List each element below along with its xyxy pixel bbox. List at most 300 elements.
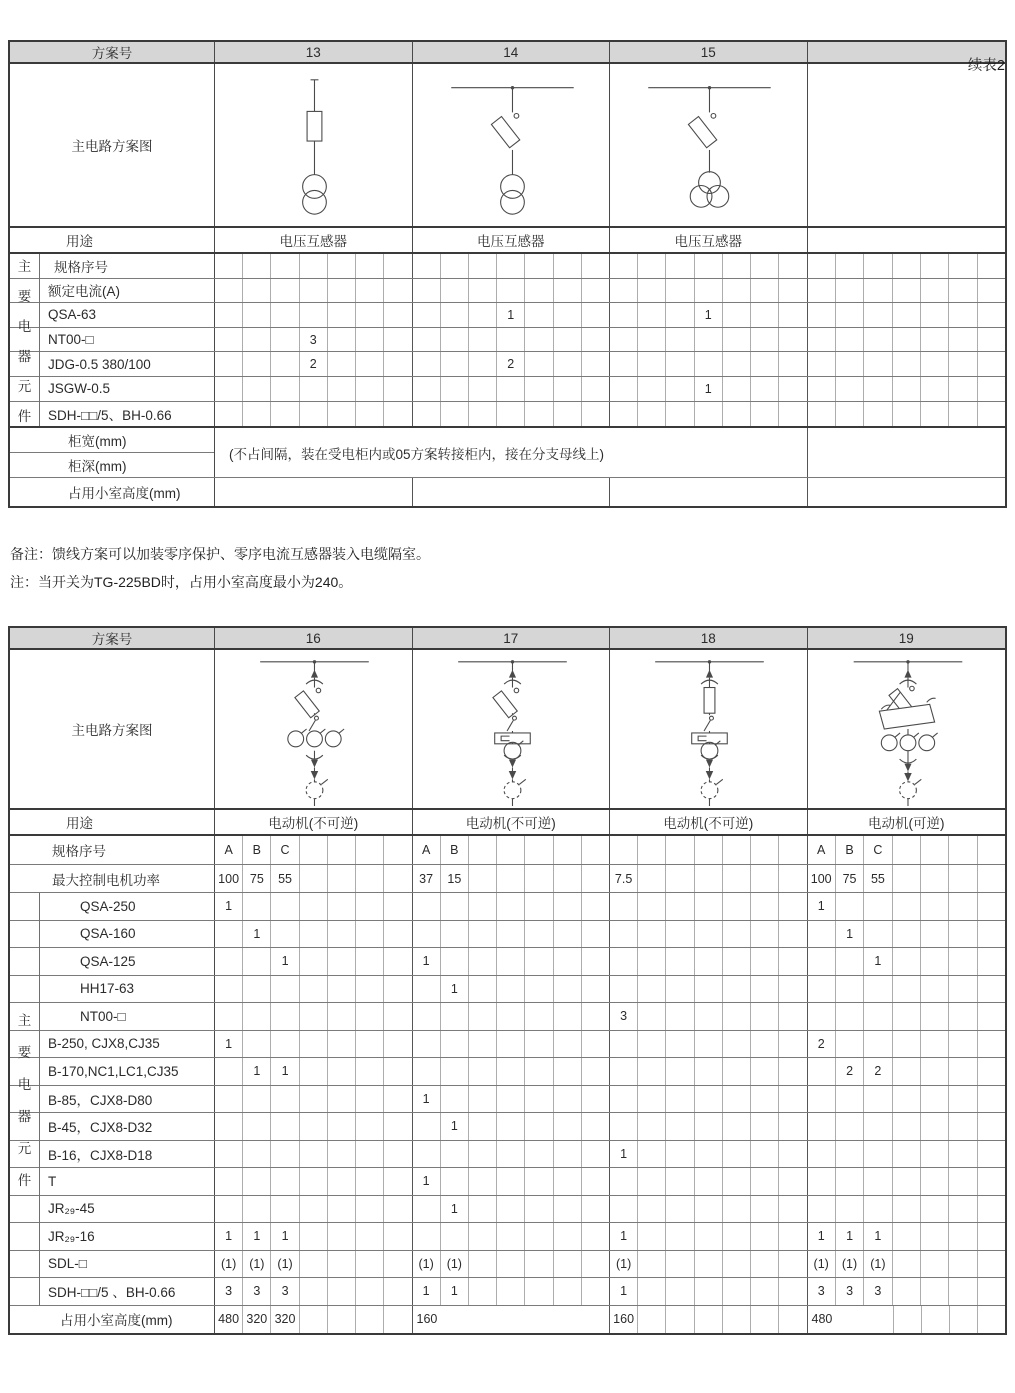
grid-cell	[469, 948, 497, 975]
grid-cell	[921, 328, 949, 352]
grid-cell	[949, 836, 977, 864]
grid-cell	[610, 402, 638, 427]
grid-cell	[751, 254, 779, 278]
grid-cell	[893, 279, 921, 303]
grid-cell	[779, 976, 806, 1003]
grid-cell	[469, 328, 497, 352]
row-label: JDG-0.5 380/100	[10, 352, 215, 376]
grid-cell	[328, 1031, 356, 1058]
grid-cell	[949, 1058, 977, 1085]
grid-cell	[666, 1196, 694, 1223]
grid-cell: 55	[864, 865, 892, 892]
scheme-column	[215, 1141, 413, 1168]
grid-cell	[638, 1168, 666, 1195]
grid-cell	[554, 1141, 582, 1168]
grid-cell	[300, 893, 328, 920]
row-label: NT00-□	[10, 328, 215, 352]
grid-cell	[554, 377, 582, 401]
grid-cell	[723, 1141, 751, 1168]
grid-cell	[751, 402, 779, 427]
scheme-column	[610, 836, 808, 864]
grid-cell	[751, 1113, 779, 1140]
grid-cell	[808, 377, 836, 401]
grid-cell	[525, 1086, 553, 1113]
grid-cell	[300, 1058, 328, 1085]
scheme-column	[215, 865, 413, 892]
scheme-column	[413, 1003, 611, 1030]
height-cell	[638, 1306, 666, 1333]
grid-cell	[469, 1058, 497, 1085]
grid-cell	[666, 1031, 694, 1058]
grid-cell	[751, 1196, 779, 1223]
scheme-column	[808, 1196, 1006, 1223]
grid-cell	[469, 836, 497, 864]
grid-cell	[723, 1278, 751, 1305]
row-label: 规格序号	[10, 836, 215, 864]
grid-cell: 100	[808, 865, 836, 892]
grid-cell	[723, 948, 751, 975]
grid-cell	[638, 1141, 666, 1168]
grid-cell	[554, 1113, 582, 1140]
grid-cell	[893, 1278, 921, 1305]
grid-row	[10, 1168, 1005, 1196]
grid-cell	[441, 303, 469, 327]
grid-cell	[893, 402, 921, 427]
grid-cell	[582, 1278, 609, 1305]
scheme-column	[413, 921, 611, 948]
grid-cell	[836, 893, 864, 920]
grid-cell	[215, 377, 243, 401]
grid-cell	[243, 948, 271, 975]
grid-cell	[836, 1031, 864, 1058]
grid-cell	[949, 948, 977, 975]
grid-cell	[949, 402, 977, 427]
grid-cell	[497, 1003, 525, 1030]
grid-row	[10, 1251, 1005, 1279]
row-label: 额定电流(A)	[10, 279, 215, 303]
grid-cell	[978, 377, 1005, 401]
grid-cell	[751, 948, 779, 975]
grid-cell: (1)	[836, 1251, 864, 1278]
grid-cell	[582, 402, 609, 427]
vertical-label-char: 器	[17, 349, 32, 365]
grid-cell: 1	[610, 1278, 638, 1305]
usage-cell: 电动机(不可逆)	[413, 810, 611, 834]
grid-cell	[441, 893, 469, 920]
grid-cell	[836, 377, 864, 401]
empty-diagram-cell	[808, 64, 1006, 226]
grid-cell	[271, 976, 299, 1003]
grid-cell	[356, 976, 384, 1003]
grid-cell	[525, 254, 553, 278]
grid-cell	[864, 377, 892, 401]
grid-cell	[695, 1141, 723, 1168]
grid-cell	[497, 1168, 525, 1195]
grid-cell	[638, 303, 666, 327]
grid-cell	[666, 893, 694, 920]
grid-cell	[893, 1113, 921, 1140]
circuit-diagram-13	[215, 64, 413, 226]
grid-cell: 1	[864, 1223, 892, 1250]
grid-cell: (1)	[441, 1251, 469, 1278]
grid-row	[10, 377, 1005, 402]
grid-cell	[356, 402, 384, 427]
grid-cell	[384, 1251, 411, 1278]
grid-cell	[328, 893, 356, 920]
diagram-row-label: 主电路方案图	[10, 650, 215, 808]
grid-cell	[638, 254, 666, 278]
grid-cell	[328, 865, 356, 892]
scheme-row-label: 方案号	[10, 628, 215, 648]
scheme-number-row	[10, 628, 1005, 650]
grid-cell	[554, 279, 582, 303]
scheme-column	[808, 1278, 1006, 1305]
grid-cell	[328, 921, 356, 948]
grid-cell	[271, 1031, 299, 1058]
grid-cell	[695, 1251, 723, 1278]
grid-cell	[525, 893, 553, 920]
grid-cell	[949, 328, 977, 352]
grid-cell	[469, 1003, 497, 1030]
scheme-column	[413, 279, 611, 303]
scheme-number: 19	[898, 630, 914, 646]
grid-cell	[949, 254, 977, 278]
grid-cell	[779, 352, 806, 376]
grid-cell	[384, 1058, 411, 1085]
vertical-label-char: 电	[17, 1077, 32, 1093]
grid-cell	[949, 1168, 977, 1195]
grid-cell	[779, 1223, 806, 1250]
grid-cell	[582, 377, 609, 401]
grid-cell	[525, 836, 553, 864]
grid-cell	[610, 279, 638, 303]
grid-cell	[413, 279, 441, 303]
grid-cell	[695, 976, 723, 1003]
grid-cell	[525, 303, 553, 327]
grid-cell: 1	[497, 303, 525, 327]
scheme-column	[215, 303, 413, 327]
grid-cell	[356, 1168, 384, 1195]
scheme-column	[610, 352, 808, 376]
grid-cell	[441, 921, 469, 948]
grid-cell	[300, 1168, 328, 1195]
scheme-column	[610, 921, 808, 948]
grid-row	[10, 1196, 1005, 1224]
grid-cell	[582, 254, 609, 278]
scheme-column	[413, 328, 611, 352]
grid-cell	[356, 1031, 384, 1058]
grid-cell	[469, 303, 497, 327]
height-cell	[356, 1306, 384, 1333]
grid-cell: A	[413, 836, 441, 864]
grid-cell: (1)	[808, 1251, 836, 1278]
grid-cell	[384, 1086, 411, 1113]
grid-cell	[243, 1003, 271, 1030]
grid-cell	[949, 1278, 977, 1305]
grid-cell	[921, 893, 949, 920]
grid-cell	[921, 1278, 949, 1305]
scheme-column	[413, 1113, 611, 1140]
grid-cell: 100	[215, 865, 243, 892]
grid-cell: 1	[610, 1141, 638, 1168]
grid-row	[10, 303, 1005, 328]
grid-cell	[638, 1031, 666, 1058]
grid-cell	[695, 1278, 723, 1305]
grid-cell	[300, 1141, 328, 1168]
grid-cell	[893, 1003, 921, 1030]
height-cell: 320	[271, 1306, 299, 1333]
grid-cell	[271, 893, 299, 920]
grid-cell	[836, 1196, 864, 1223]
grid-cell: C	[271, 836, 299, 864]
grid-cell	[949, 377, 977, 401]
circuit-diagram-19	[808, 650, 1006, 808]
grid-cell	[921, 352, 949, 376]
grid-row	[10, 254, 1005, 279]
grid-cell: 75	[836, 865, 864, 892]
grid-cell	[921, 1058, 949, 1085]
grid-cell: (1)	[215, 1251, 243, 1278]
row-label: 规格序号	[10, 254, 215, 278]
vertical-label-char: 元	[17, 1141, 32, 1157]
grid-cell	[723, 1113, 751, 1140]
grid-cell	[441, 279, 469, 303]
row-label: B-170,NC1,LC1,CJ35	[10, 1058, 215, 1085]
grid-cell	[554, 1168, 582, 1195]
grid-cell	[413, 303, 441, 327]
grid-cell	[978, 254, 1005, 278]
grid-cell	[666, 1251, 694, 1278]
row-label: HH17-63	[10, 976, 215, 1003]
grid-cell	[921, 1031, 949, 1058]
grid-cell	[215, 1168, 243, 1195]
grid-cell	[300, 976, 328, 1003]
grid-cell	[751, 836, 779, 864]
grid-cell	[779, 1196, 806, 1223]
scheme-column	[413, 1058, 611, 1085]
grid-cell	[413, 254, 441, 278]
usage-row-label: 用途	[10, 228, 215, 252]
grid-cell	[836, 1168, 864, 1195]
vertical-label-char: 件	[17, 409, 32, 425]
grid-cell	[808, 402, 836, 427]
grid-cell	[413, 1031, 441, 1058]
grid-cell	[328, 402, 356, 427]
scheme-column	[413, 1223, 611, 1250]
grid-cell	[893, 328, 921, 352]
grid-cell	[384, 1031, 411, 1058]
grid-cell	[525, 948, 553, 975]
grid-cell	[949, 1223, 977, 1250]
notes	[10, 540, 1015, 596]
row-label: NT00-□	[10, 1003, 215, 1030]
grid-cell	[243, 352, 271, 376]
grid-cell	[243, 303, 271, 327]
scheme-column	[215, 1003, 413, 1030]
scheme-column	[808, 948, 1006, 975]
grid-cell	[695, 254, 723, 278]
grid-cell	[638, 921, 666, 948]
grid-cell	[271, 377, 299, 401]
grid-cell: 1	[441, 1196, 469, 1223]
grid-cell	[215, 303, 243, 327]
grid-cell	[610, 377, 638, 401]
grid-cell	[949, 1141, 977, 1168]
scheme-column	[215, 402, 413, 427]
grid-cell	[921, 1086, 949, 1113]
grid-cell	[413, 1141, 441, 1168]
height-cell	[215, 478, 413, 506]
grid-cell	[666, 279, 694, 303]
grid-cell	[723, 1251, 751, 1278]
grid-cell	[384, 948, 411, 975]
grid-cell	[808, 279, 836, 303]
grid-cell	[864, 1031, 892, 1058]
grid-cell	[413, 1223, 441, 1250]
grid-cell: 1	[695, 377, 723, 401]
grid-cell	[921, 1251, 949, 1278]
grid-cell	[497, 1251, 525, 1278]
grid-cell	[554, 836, 582, 864]
grid-cell	[695, 1031, 723, 1058]
grid-cell	[413, 1003, 441, 1030]
grid-cell: 1	[808, 1223, 836, 1250]
scheme-column	[808, 1306, 1006, 1333]
grid-cell	[243, 328, 271, 352]
grid-cell	[723, 921, 751, 948]
circuit-diagram-14	[413, 64, 611, 226]
grid-cell	[808, 1141, 836, 1168]
grid-cell: 1	[413, 948, 441, 975]
scheme-column	[215, 1306, 413, 1333]
grid-cell	[243, 1141, 271, 1168]
grid-cell	[215, 1058, 243, 1085]
grid-cell	[949, 1003, 977, 1030]
grid-cell	[978, 893, 1005, 920]
grid-cell: 1	[836, 921, 864, 948]
grid-cell	[666, 1113, 694, 1140]
grid-cell	[441, 377, 469, 401]
grid-row	[10, 1223, 1005, 1251]
grid-cell	[723, 1086, 751, 1113]
grid-cell	[978, 1223, 1005, 1250]
cabinet-depth-label: 柜深(mm)	[68, 458, 127, 474]
circuit-diagram-18	[610, 650, 808, 808]
grid-cell	[638, 1251, 666, 1278]
grid-cell	[356, 836, 384, 864]
grid-cell	[328, 976, 356, 1003]
grid-cell	[723, 1031, 751, 1058]
usage-row-label: 用途	[10, 810, 215, 834]
grid-cell	[582, 1251, 609, 1278]
grid-cell	[723, 328, 751, 352]
grid-cell	[384, 1003, 411, 1030]
grid-cell	[554, 303, 582, 327]
grid-cell	[441, 948, 469, 975]
grid-cell	[779, 836, 806, 864]
height-cell: 160	[416, 1312, 438, 1327]
grid-cell	[497, 328, 525, 352]
grid-cell	[554, 402, 582, 427]
grid-cell	[723, 1196, 751, 1223]
grid-cell: 2	[497, 352, 525, 376]
grid-cell	[921, 377, 949, 401]
vertical-label-char: 器	[17, 1109, 32, 1125]
grid-cell: A	[808, 836, 836, 864]
grid-row	[10, 921, 1005, 949]
scheme-column	[808, 1141, 1006, 1168]
grid-cell	[610, 1058, 638, 1085]
grid-cell	[779, 1031, 806, 1058]
height-cell	[779, 1306, 806, 1333]
grid-cell	[836, 976, 864, 1003]
grid-cell	[497, 1141, 525, 1168]
grid-cell	[610, 1168, 638, 1195]
grid-cell	[356, 1141, 384, 1168]
grid-cell	[215, 1196, 243, 1223]
grid-cell	[695, 1223, 723, 1250]
height-row-label: 占用小室高度(mm)	[10, 478, 215, 506]
merged-note-cell: (不占间隔，装在受电柜内或05方案转接柜内，接在分支母线上)	[215, 428, 808, 477]
grid-cell	[328, 1086, 356, 1113]
grid-cell	[638, 1113, 666, 1140]
usage-cell: 电动机(不可逆)	[215, 810, 413, 834]
height-cell: 480	[215, 1306, 243, 1333]
scheme-column	[413, 254, 611, 278]
grid-cell	[384, 976, 411, 1003]
grid-cell: (1)	[271, 1251, 299, 1278]
grid-cell	[864, 1196, 892, 1223]
grid-cell	[808, 1113, 836, 1140]
grid-cell	[836, 254, 864, 278]
grid-cell	[300, 1196, 328, 1223]
grid-row	[10, 1113, 1005, 1141]
grid-cell	[864, 1086, 892, 1113]
grid-cell	[469, 1251, 497, 1278]
circuit-diagram-16	[215, 650, 413, 808]
table-schemes-16-19	[8, 626, 1007, 1335]
grid-cell	[751, 279, 779, 303]
grid-cell	[441, 1141, 469, 1168]
grid-cell	[949, 893, 977, 920]
grid-cell	[751, 893, 779, 920]
grid-cell	[836, 1003, 864, 1030]
grid-cell: 37	[413, 865, 441, 892]
diagram-row	[10, 64, 1005, 228]
grid-cell	[300, 402, 328, 427]
grid-cell	[610, 921, 638, 948]
scheme-column	[413, 1306, 611, 1333]
grid-cell	[978, 1031, 1005, 1058]
grid-cell	[554, 1196, 582, 1223]
grid-cell	[978, 1278, 1005, 1305]
grid-cell	[384, 1168, 411, 1195]
grid-cell	[413, 921, 441, 948]
grid-cell	[384, 303, 411, 327]
grid-cell	[525, 328, 553, 352]
grid-cell	[978, 402, 1005, 427]
grid-row	[10, 352, 1005, 377]
grid-cell	[469, 279, 497, 303]
scheme-number: 18	[610, 628, 808, 648]
grid-cell: 3	[864, 1278, 892, 1305]
height-cell	[723, 1306, 751, 1333]
grid-cell	[638, 1058, 666, 1085]
grid-cell	[582, 1168, 609, 1195]
grid-cell	[300, 1223, 328, 1250]
scheme-column	[808, 352, 1006, 376]
scheme-column	[413, 976, 611, 1003]
